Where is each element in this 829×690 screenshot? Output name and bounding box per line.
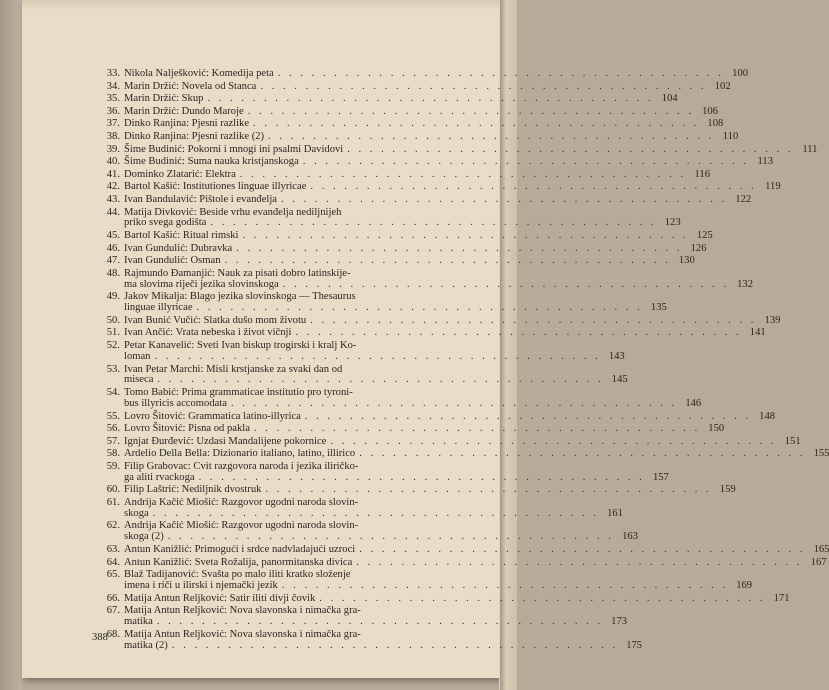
entry-page: 169 [736,580,753,592]
entry-body [124,195,751,206]
entry-number: 65. [106,569,120,581]
entry-title-text: Matija Divković: Beside vrhu evanđelja nediljnijeh [124,206,342,218]
entry-body [124,256,695,267]
entry-page: 123 [664,217,681,229]
entry-page: 106 [702,105,718,117]
entry-title-text: Ivan Gundulić: Osman [124,255,221,267]
entry-number: 62. [106,520,120,532]
entry-title-text: Marin Držić: Dundo Maroje [124,105,244,117]
entry-page: 141 [749,327,766,339]
entry-title-text: Matija Antun Reljković: Nova slavonska i nimačka gra- [124,628,361,640]
leader-dots [149,509,599,520]
entry-line [124,107,718,118]
entry-body [124,182,781,193]
toc-entry [88,168,711,181]
leader-dots [306,316,756,327]
entry-page: 157 [652,471,669,483]
entry-page: 125 [696,230,713,242]
entry-title-text: Nikola Nalješković: Komedija peta [124,68,274,79]
entry-body [124,485,736,496]
leader-dots [249,119,699,130]
leader-dots [299,157,749,168]
entry-line [124,509,623,520]
entry-body [124,462,669,484]
entry-title-text: Andrija Kačić Miošić: Razgovor ugodni naroda slovin- [124,520,359,532]
entry-body [124,316,780,327]
entry-body [124,388,701,410]
entry-page: 108 [707,118,724,130]
entry-title-text: miseca [124,374,154,386]
entry-body [124,145,817,156]
entry-body [124,365,628,387]
entry-body [124,132,738,143]
toc-entry [88,460,669,484]
entry-page: 175 [626,639,643,651]
entry-body [124,208,681,230]
entry-title-text: Matija Antun Reljković: Nova slavonska i nimačka gra- [124,605,361,617]
entry-number: 55. [106,410,120,422]
leader-dots [277,195,727,206]
entry-title-text: Jakov Mikalja: Blago jezika slovinskoga — Thesaurus [124,291,356,303]
entry-title-text: Marin Držić: Skup [124,93,204,105]
entry-page: 167 [810,556,827,568]
entry-body [124,94,678,105]
toc-entry [88,143,818,156]
entry-title-text: Marin Držić: Novela od Stanca [124,80,257,92]
entry-line [124,449,829,460]
entry-body [124,424,724,435]
leader-dots [274,69,724,80]
entry-line [124,69,748,80]
entry-number: 42. [106,181,120,193]
entry-line [124,182,781,193]
entry-title-text: Bartol Kašić: Institutiones linguae illyricae [124,181,307,193]
toc-entry [88,181,781,193]
toc-entry [88,628,643,652]
entry-page: 165 [813,543,829,555]
toc-entry [88,448,829,460]
entry-body [124,545,829,556]
entry-page: 113 [757,156,774,168]
entry-line [124,244,707,255]
entry-title-text: Matija Antun Reljković: Satir iliti divji čovik [124,592,316,604]
entry-title-text: Ivan Gundulić: Dubravka [124,242,233,254]
entry-body [124,107,718,118]
entry-title-text: linguae illyricae [124,302,193,314]
entry-title-text: ma slovima riječi jezika slovinskoga [124,278,279,290]
leader-dots [315,594,765,605]
entry-title-text: Ivan Ančić: Vrata nebeska i život vičnji [124,327,292,339]
entry-line [124,485,736,496]
toc-entry [88,156,774,168]
entry-number: 48. [106,267,120,279]
entry-number: 61. [106,496,120,508]
entry-number: 43. [106,193,120,205]
entry-title-text: Antun Kanižlić: Sveta Rožalija, panormitanska divica [124,556,353,568]
entry-title-text: Dinko Ranjina: Pjesni razlike [124,118,250,130]
entry-line [124,594,790,605]
leader-dots [168,641,618,652]
entry-line [124,218,681,229]
toc-entry [88,206,681,230]
entry-line [124,412,775,423]
entry-body [124,69,748,80]
entry-page: 126 [690,242,707,254]
leader-dots [306,182,756,193]
entry-title-text: Filip Laštrić: Nediljnik dvostruk [124,484,262,496]
entry-number: 58. [106,448,120,460]
entry-page: 104 [661,93,678,105]
leader-dots [355,449,805,460]
entry-line [124,352,625,363]
entry-title-text: Dominko Zlatarić: Elektra [124,168,236,180]
entry-page: 151 [784,435,801,447]
entry-title-text: Ignjat Đurđević: Uzdasi Mandalijene pokornice [124,435,327,447]
entry-number: 45. [106,230,120,242]
leader-dots [203,94,653,105]
entry-line [124,256,695,267]
entry-page: 102 [714,80,731,92]
entry-page: 139 [764,314,781,326]
entry-title-text: Ivan Petar Marchi: Misli krstjanske za svaki dan od [124,363,343,375]
toc-entry [88,93,678,105]
entry-body [124,269,753,291]
toc-entry [88,327,766,339]
entry-line [124,424,724,435]
toc-entry [88,105,718,118]
background-left [0,0,22,690]
entry-line [124,82,731,93]
leader-dots [206,218,656,229]
toc-entry [88,340,625,363]
entry-page: 111 [802,143,818,155]
entry-page: 143 [608,350,625,362]
entry-title-text: skoga (2) [124,531,164,543]
entry-number: 46. [106,242,120,254]
entry-number: 38. [106,130,120,142]
entry-number: 34. [106,80,120,92]
toc-entry [88,68,748,80]
leader-dots [195,473,645,484]
entry-number: 68. [106,628,120,640]
entry-title-text: imena i riči u ilirski i njemački jezik [124,580,278,592]
leader-dots [301,412,751,423]
entry-title-text: Lovro Šitović: Grammatica latino-illyrica [124,410,301,422]
leader-dots [326,437,776,448]
entry-page: 132 [737,278,753,290]
entry-number: 49. [106,291,120,303]
entry-number: 44. [106,206,120,218]
leader-dots [264,132,714,143]
entry-title-text: ga aliti rvackoga [124,471,195,483]
entry-title-text: Dinko Ranjina: Pjesni razlike (2) [124,130,265,142]
leader-dots [352,558,802,569]
entry-page: 145 [611,374,628,386]
entry-title-text: Šime Budinić: Pokorni i mnogi ini psalmi Davidovi [124,143,344,155]
entry-line [124,328,766,339]
entry-body [124,82,731,93]
entry-page: 110 [722,130,739,142]
toc-entry [88,556,827,569]
leader-dots [236,170,686,181]
entry-number: 39. [106,143,120,155]
entry-number: 63. [106,543,120,555]
entry-number: 60. [106,484,120,496]
entry-title-text: Petar Kanavelić: Sveti Ivan biskup trogirski i kralj Ko- [124,340,357,351]
leader-dots [250,424,700,435]
entry-number: 66. [106,592,120,604]
entry-page: 148 [759,410,776,422]
entry-page: 159 [719,484,736,496]
leader-dots [256,82,706,93]
entry-body [124,630,642,652]
page-top-edge [22,0,500,10]
toc-entry [88,118,724,130]
entry-title-text: Šime Budinić: Suma nauka kristjanskoga [124,156,299,168]
entry-line [124,157,773,168]
entry-body [124,119,723,130]
entry-line [124,145,817,156]
entry-line [124,119,723,130]
entry-number: 37. [106,118,120,130]
entry-page: 130 [678,255,695,267]
entry-title-text: Lovro Šitović: Pisna od pakla [124,423,250,435]
entry-title-text: matika (2) [124,639,168,651]
entry-body [124,449,829,460]
toc-entry [88,291,667,314]
entry-number: 53. [106,363,120,375]
entry-number: 47. [106,255,120,267]
entry-body [124,292,667,314]
leader-dots [193,303,643,314]
entry-body [124,231,713,242]
entry-page: 150 [708,423,725,435]
entry-number: 35. [106,93,120,105]
entry-body [124,157,773,168]
entry-line [124,170,710,181]
leader-dots [227,399,677,410]
entry-title-text: priko svega godišta [124,217,207,229]
entry-number: 56. [106,423,120,435]
leader-dots [279,280,729,291]
toc-entry [88,130,739,143]
entry-title-text: bus illyricis accomodata [124,397,227,409]
entry-body [124,412,775,423]
entry-number: 54. [106,387,120,398]
entry-number: 51. [106,327,120,339]
toc-entry [88,496,623,520]
entry-line [124,617,627,628]
leader-dots [343,145,793,156]
toc-entry [88,423,725,435]
entry-number: 64. [106,556,120,568]
entry-line [124,641,642,652]
entry-line [124,437,801,448]
entry-title-text: Blaž Tadijanović: Svašta po malo iliti kratko složenje [124,569,351,581]
toc-entry [88,387,702,410]
leader-dots [153,617,603,628]
entry-title-text: matika [124,616,153,628]
leader-dots [244,107,694,118]
entry-line [124,545,829,556]
entry-title-text: Filip Grabovac: Cvit razgovora naroda i jezika iliričko- [124,460,359,472]
toc-entry [88,410,776,423]
toc-entry [88,520,638,543]
entry-page: 173 [611,616,628,628]
entry-line [124,195,751,206]
entry-line [124,375,628,386]
entry-title-text: Bartol Kašić: Ritual rimski [124,230,239,242]
entry-page: 163 [622,531,638,543]
entry-title-text: Rajmundo Đamanjić: Nauk za pisati dobro latinskije- [124,267,351,279]
entry-number: 40. [106,156,120,168]
entry-line [124,473,669,484]
entry-title-text: loman [124,350,151,362]
leader-dots [238,231,688,242]
toc-entry [88,314,781,327]
entry-line [124,231,713,242]
entry-line [124,581,752,592]
leader-dots [278,581,728,592]
entry-line [124,132,738,143]
toc-entry [88,193,752,206]
toc-entry [88,230,713,242]
entry-number: 52. [106,340,120,351]
toc-entry [88,267,753,291]
toc-entry [88,592,790,605]
leader-dots [261,485,711,496]
entry-body [124,341,625,363]
entry-body [124,570,752,592]
entry-body [124,328,766,339]
entry-page: 135 [650,302,667,314]
toc-entry [88,80,731,93]
entry-page: 146 [685,397,702,409]
entry-title-text: Ivan Bandulavić: Pištole i evanđelja [124,193,277,205]
entry-title-text: Tomo Babić: Prima grammaticae institutio pro tyroni- [124,387,353,398]
entry-line [124,532,638,543]
entry-number: 57. [106,435,120,447]
entry-line [124,94,678,105]
entry-title-text: Andrija Kačić Miošić: Razgovor ugodni naroda slovin- [124,496,359,508]
entry-number: 67. [106,605,120,617]
entry-body [124,594,790,605]
toc-entry [88,242,707,255]
entry-title-text: Antun Kanižlić: Primogući i srdce nadvladajući uzroci [124,543,356,555]
entry-body [124,498,623,520]
table-of-contents [88,68,829,653]
entry-title-text: Ardelio Della Bella: Dizionario italiano, latino, illirico [124,448,356,460]
entry-number: 36. [106,105,120,117]
entry-line [124,399,701,410]
entry-number: 41. [106,168,120,180]
entry-body [124,521,638,543]
entry-number: 59. [106,460,120,472]
entry-line [124,558,827,569]
entry-line [124,280,753,291]
entry-page: 161 [607,507,623,519]
entry-title-text: Ivan Bunić Vučić: Slatka dušo mom životu [124,314,307,326]
entry-title-text: skoga [124,507,149,519]
toc-entry [88,484,736,496]
leader-dots [150,352,600,363]
toc-entry [88,569,753,592]
page-number: 388 [92,632,108,643]
entry-page: 122 [735,193,752,205]
leader-dots [164,532,614,543]
entry-body [124,244,707,255]
toc-entry [88,255,695,267]
entry-body [124,437,801,448]
entry-line [124,303,667,314]
entry-body [124,606,627,628]
toc-entry [88,605,628,628]
leader-dots [355,545,805,556]
leader-dots [232,244,682,255]
entry-body [124,558,827,569]
entry-page: 171 [773,592,790,604]
entry-page: 100 [732,68,748,79]
toc-entry [88,435,801,448]
toc-entry [88,363,628,387]
leader-dots [221,256,671,267]
entry-page: 116 [694,168,711,180]
entry-page: 119 [765,181,781,193]
entry-page: 155 [813,448,829,460]
entry-line [124,316,780,327]
entry-body [124,170,710,181]
entry-number: 33. [106,68,120,79]
entry-number: 50. [106,314,120,326]
leader-dots [153,375,603,386]
leader-dots [291,328,741,339]
toc-entry [88,543,829,556]
